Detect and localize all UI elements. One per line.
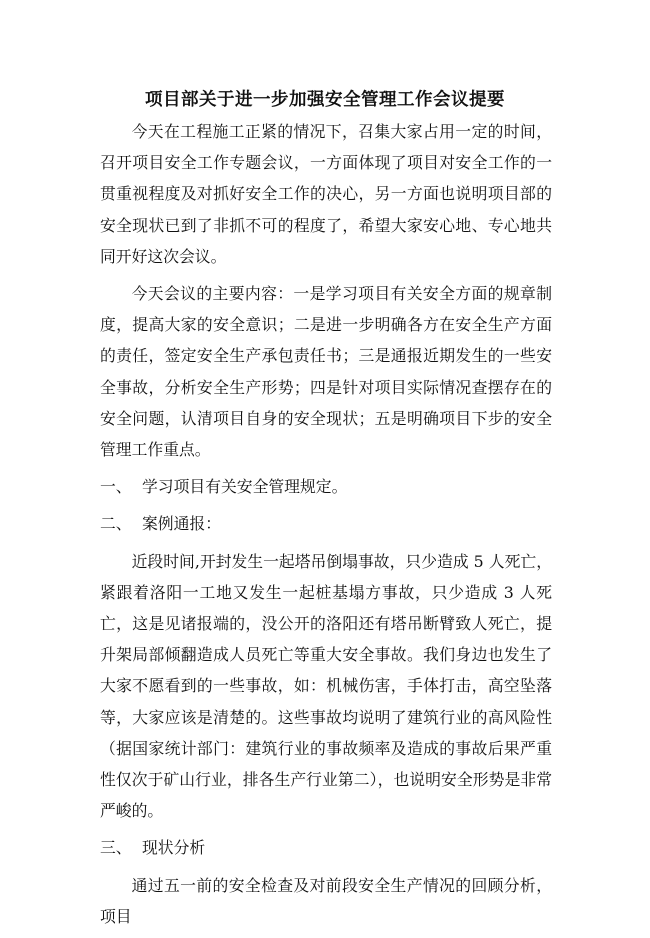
section-number: 一、 [100,477,132,497]
paragraph-intro: 今天在工程施工正紧的情况下，召集大家占用一定的时间，召开项目安全工作专题会议，一方面体现了项目对安全工作的一贯重视程度及对抓好安全工作的决心，另一方面也说明项目部的安全现状已到了非抓不可的程度了，希望大家安心地、专心地共同开好这次会议。 [100,122,552,266]
section-number: 二、 [100,514,132,534]
section-number: 三、 [100,838,132,858]
paragraph-agenda: 今天会议的主要内容：一是学习项目有关安全方面的规章制度，提高大家的安全意识；二是进一步明确各方在安全生产方面的责任，签定安全生产承包责任书；三是通报近期发生的一些安全事故，分析安全生产形势；四是针对项目实际情况查摆存在的安全问题，认清项目自身的安全现状；五是明确项目下步的安全管理工作重点。 [100,284,552,460]
paragraph-status-analysis: 通过五一前的安全检查及对前段安全生产情况的回顾分析，项目 [100,875,552,926]
document-title: 项目部关于进一步加强安全管理工作会议提要 [145,90,505,110]
section-title: 学习项目有关安全管理规定。 [142,477,348,497]
section-title: 案例通报： [142,514,221,534]
section-heading-2 [100,508,552,539]
section-heading-3 [100,832,552,863]
section-title: 现状分析 [142,838,206,858]
document-body [100,116,552,938]
paragraph-case-report: 近段时间,开封发生一起塔吊倒塌事故，只少造成 5 人死亡，紧跟着洛阳一工地又发生一起桩基塌方事故，只少造成 3 人死亡，这是见诸报端的，没公开的洛阳还有塔吊断臂致人死亡，提升架局部倾翻造成人员死亡等重大安全事故。我们身边也发生了大家不愿看到的一些事故，如：机械伤害，手体打击，高空坠落等，大家应该是清楚的。这些事故均说明了建筑行业的高风险性（据国家统计部门：建筑行业的事故频率及造成的事故后果严重性仅次于矿山行业，排各生产行业第二），也说明安全形势是非常严峻的。 [100,551,552,821]
section-heading-1 [100,471,552,502]
